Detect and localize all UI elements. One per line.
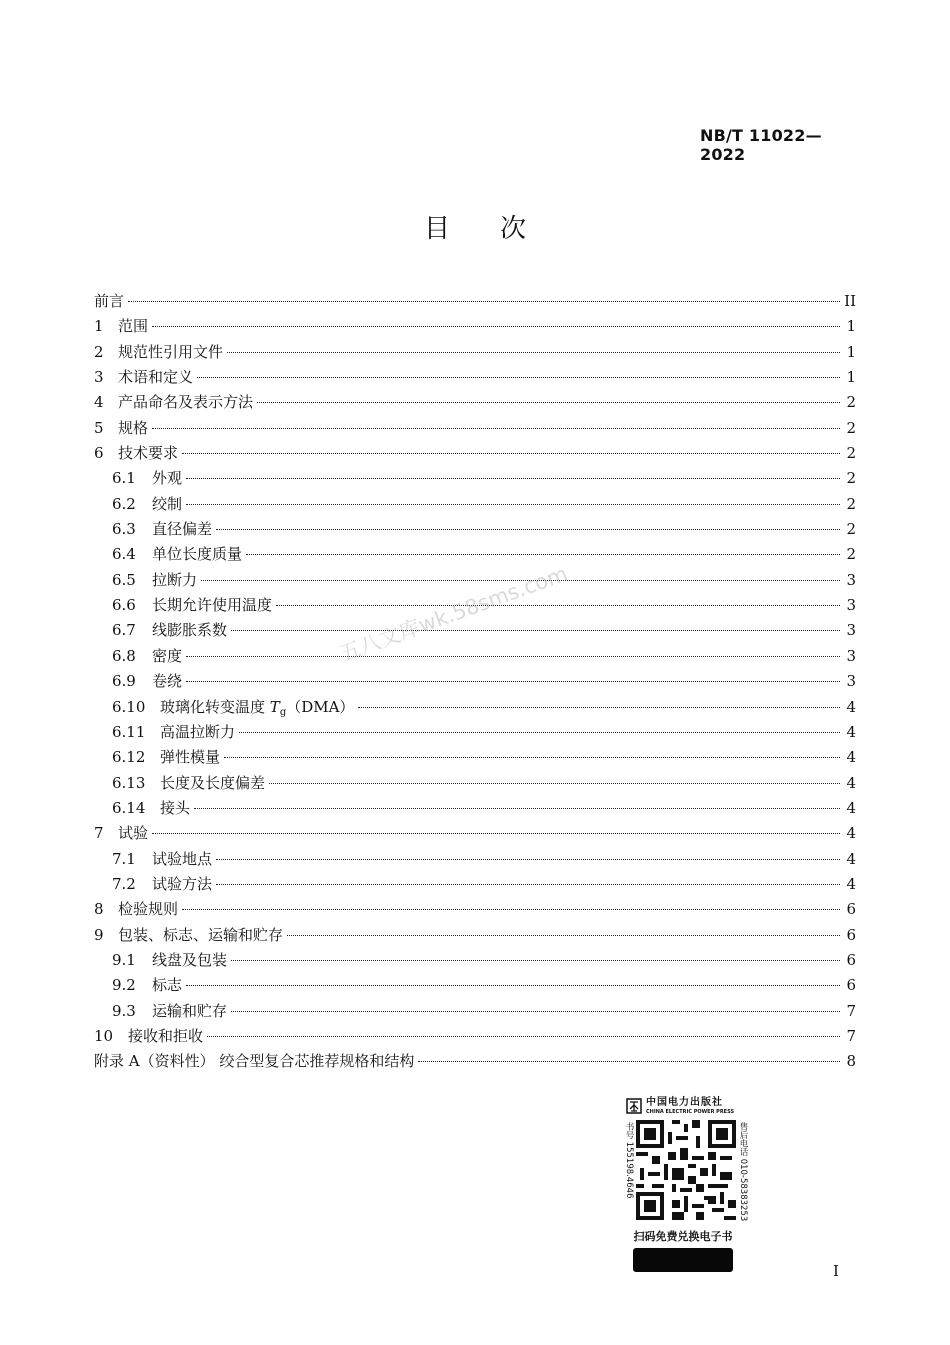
redaction-bar <box>633 1248 733 1272</box>
toc-number: 8 <box>94 900 104 919</box>
toc-entry-6-3[interactable] <box>94 517 856 542</box>
toc-page: II <box>844 292 856 310</box>
toc-label: 试验方法 <box>152 874 213 893</box>
toc-entry-7-2[interactable] <box>94 872 856 897</box>
toc-entry-6-12[interactable] <box>94 745 856 770</box>
dot-leader <box>227 352 840 353</box>
dot-leader <box>152 833 840 834</box>
page-title: 目次 <box>423 214 576 244</box>
dot-leader <box>186 504 840 505</box>
toc-page: 4 <box>846 798 856 817</box>
toc-label: 运输和贮存 <box>152 1001 228 1020</box>
toc-number: 6.7 <box>112 621 136 640</box>
toc-page: 3 <box>846 570 856 589</box>
toc-entry-6[interactable] <box>94 441 856 466</box>
dot-leader <box>216 884 840 885</box>
toc-page: 1 <box>846 368 856 387</box>
toc-number: 9 <box>94 925 104 944</box>
toc-label: 高温拉断力 <box>160 722 236 741</box>
toc-entry-6-9[interactable] <box>94 669 856 694</box>
dot-leader <box>231 960 840 961</box>
toc-page: 4 <box>846 773 856 792</box>
toc-page: 4 <box>846 824 856 843</box>
toc-entry-6-11[interactable] <box>94 720 856 745</box>
dot-leader <box>216 859 840 860</box>
toc-page: 3 <box>846 596 856 615</box>
toc-number: 6.2 <box>112 494 136 513</box>
dot-leader <box>128 301 840 302</box>
dot-leader <box>152 428 840 429</box>
toc-number: 5 <box>94 418 104 437</box>
toc-page: 2 <box>846 520 856 539</box>
dot-leader <box>207 1036 840 1037</box>
toc-entry-5[interactable] <box>94 416 856 441</box>
toc-label: 包装、标志、运输和贮存 <box>118 925 284 944</box>
toc-number: 3 <box>94 368 104 387</box>
dot-leader <box>186 656 840 657</box>
toc-label: 检验规则 <box>118 900 179 919</box>
toc-number: 6.3 <box>112 520 136 539</box>
toc-page: 1 <box>846 342 856 361</box>
toc-label: 产品命名及表示方法 <box>118 393 254 412</box>
publisher-name-en: CHINA ELECTRIC POWER PRESS <box>646 1109 735 1115</box>
dot-leader <box>186 681 840 682</box>
toc-page: 7 <box>846 1001 856 1020</box>
toc-page: 4 <box>846 697 856 716</box>
toc-label: 拉断力 <box>152 570 198 589</box>
toc-number: 6.4 <box>112 545 136 564</box>
toc-entry-1[interactable] <box>94 314 856 339</box>
toc-entry-9-2[interactable] <box>94 973 856 998</box>
dot-leader <box>186 478 840 479</box>
toc-label: 长度及长度偏差 <box>160 773 266 792</box>
qr-block <box>620 1120 746 1230</box>
toc-page: 2 <box>846 469 856 488</box>
toc-label: 线膨胀系数 <box>152 621 228 640</box>
toc-page: 2 <box>846 418 856 437</box>
toc-number: 6.8 <box>112 646 136 665</box>
toc-page: 2 <box>846 393 856 412</box>
toc-number: 6 <box>94 444 104 463</box>
toc-label: 规格 <box>118 418 149 437</box>
dot-leader <box>246 554 840 555</box>
publisher-name: 中国电力出版社 <box>646 1097 723 1108</box>
toc-entry-appendix-a[interactable] <box>94 1049 856 1074</box>
toc-page: 4 <box>846 722 856 741</box>
dot-leader <box>197 377 840 378</box>
toc-entry-9[interactable] <box>94 923 856 948</box>
dot-leader <box>194 808 840 809</box>
toc-entry-6-13[interactable] <box>94 771 856 796</box>
toc-number: 6.1 <box>112 469 136 488</box>
toc-entry-4[interactable] <box>94 390 856 415</box>
toc-entry-6-7[interactable] <box>94 618 856 643</box>
toc-page: 6 <box>846 900 856 919</box>
dot-leader <box>231 630 840 631</box>
toc-page: 2 <box>846 545 856 564</box>
publisher-logo-icon <box>626 1098 642 1114</box>
toc-page: 2 <box>846 494 856 513</box>
publisher-header <box>620 1092 746 1120</box>
toc-entry-foreword[interactable] <box>94 289 856 314</box>
dot-leader <box>257 402 840 403</box>
dot-leader <box>276 605 840 606</box>
toc-number: 4 <box>94 393 104 412</box>
toc-page: 2 <box>846 444 856 463</box>
toc-page: 6 <box>846 950 856 969</box>
scan-instruction: 扫码免费兑换电子书 <box>633 1230 733 1243</box>
page-number: I <box>833 1262 839 1280</box>
watermark: 五八文库wk.58sms.com <box>336 561 571 667</box>
dot-leader <box>231 1011 840 1012</box>
toc-label: 附录 A（资料性） 绞合型复合芯推荐规格和结构 <box>94 1052 415 1071</box>
toc-entry-6-14[interactable] <box>94 796 856 821</box>
toc-entry-6-1[interactable] <box>94 466 856 491</box>
toc-number: 6.11 <box>112 722 146 741</box>
service-hotline: 售后电话 010-58383253 <box>738 1122 748 1222</box>
toc-number: 7 <box>94 824 104 843</box>
toc-label: 试验 <box>118 824 149 843</box>
toc-entry-7-1[interactable] <box>94 847 856 872</box>
toc-label: 卷绕 <box>152 672 183 691</box>
toc-label: 试验地点 <box>152 849 213 868</box>
toc-number: 9.1 <box>112 950 136 969</box>
toc-label: 接头 <box>160 798 191 817</box>
toc-page: 6 <box>846 976 856 995</box>
toc-page: 3 <box>846 646 856 665</box>
publisher-card <box>620 1092 746 1270</box>
toc-number: 6.9 <box>112 672 136 691</box>
toc-page: 7 <box>846 1026 856 1045</box>
dot-leader <box>186 985 840 986</box>
toc-entry-9-1[interactable] <box>94 948 856 973</box>
toc-number: 6.10 <box>112 697 146 716</box>
toc-number: 9.2 <box>112 976 136 995</box>
book-number: 书号 155198.4646 <box>624 1122 634 1199</box>
toc-page: 3 <box>846 672 856 691</box>
toc-number: 6.14 <box>112 798 146 817</box>
toc-number: 2 <box>94 342 104 361</box>
toc-page: 3 <box>846 621 856 640</box>
toc-page: 4 <box>846 748 856 767</box>
standard-code: NB/T 11022—2022 <box>700 126 822 164</box>
toc-label: 标志 <box>152 976 183 995</box>
toc-entry-6-8[interactable] <box>94 644 856 669</box>
toc-label: 弹性模量 <box>160 748 221 767</box>
toc-label: 范围 <box>118 317 149 336</box>
toc-number: 6.12 <box>112 748 146 767</box>
toc-entry-8[interactable] <box>94 897 856 922</box>
toc-entry-6-4[interactable] <box>94 542 856 567</box>
toc-label: 单位长度质量 <box>152 545 243 564</box>
toc-label: 接收和拒收 <box>128 1026 204 1045</box>
dot-leader <box>182 453 840 454</box>
toc-page: 4 <box>846 849 856 868</box>
toc-label: 直径偏差 <box>152 520 213 539</box>
toc-number: 7.2 <box>112 874 136 893</box>
dot-leader <box>418 1061 840 1062</box>
toc-label: 绞制 <box>152 494 183 513</box>
toc-entry-9-3[interactable] <box>94 999 856 1024</box>
toc-number: 9.3 <box>112 1001 136 1020</box>
toc-entry-2[interactable] <box>94 340 856 365</box>
dot-leader <box>224 757 840 758</box>
dot-leader <box>358 707 840 708</box>
toc-label: 术语和定义 <box>118 368 194 387</box>
toc-label: 长期允许使用温度 <box>152 596 273 615</box>
toc-entry-6-2[interactable] <box>94 492 856 517</box>
toc-number: 7.1 <box>112 849 136 868</box>
dot-leader <box>239 732 840 733</box>
toc-label: 线盘及包装 <box>152 950 228 969</box>
toc-page: 1 <box>846 317 856 336</box>
tg-symbol: $T_g(DMA)$ <box>269 697 355 718</box>
toc-entry-7[interactable] <box>94 821 856 846</box>
toc-number: 6.5 <box>112 570 136 589</box>
toc-number: 1 <box>94 317 104 336</box>
toc-label: 规范性引用文件 <box>118 342 224 361</box>
dot-leader <box>216 529 840 530</box>
toc-label: 外观 <box>152 469 183 488</box>
toc-label: 密度 <box>152 646 183 665</box>
toc-number: 6.13 <box>112 773 146 792</box>
toc-number: 6.6 <box>112 596 136 615</box>
dot-leader <box>287 935 840 936</box>
dot-leader <box>182 909 840 910</box>
toc-label: 技术要求 <box>118 444 179 463</box>
toc-page: 8 <box>846 1052 856 1071</box>
toc-label: 前言 <box>94 292 125 310</box>
dot-leader <box>152 326 840 327</box>
toc-entry-6-10[interactable] <box>94 695 856 720</box>
toc-entry-3[interactable] <box>94 365 856 390</box>
toc-label: 玻璃化转变温度 <box>160 697 266 716</box>
toc-entry-10[interactable] <box>94 1024 856 1049</box>
toc-number: 10 <box>94 1026 114 1045</box>
toc-page: 4 <box>846 874 856 893</box>
table-of-contents <box>94 289 856 1075</box>
qr-code-icon[interactable] <box>636 1120 736 1220</box>
dot-leader <box>269 783 840 784</box>
toc-page: 6 <box>846 925 856 944</box>
